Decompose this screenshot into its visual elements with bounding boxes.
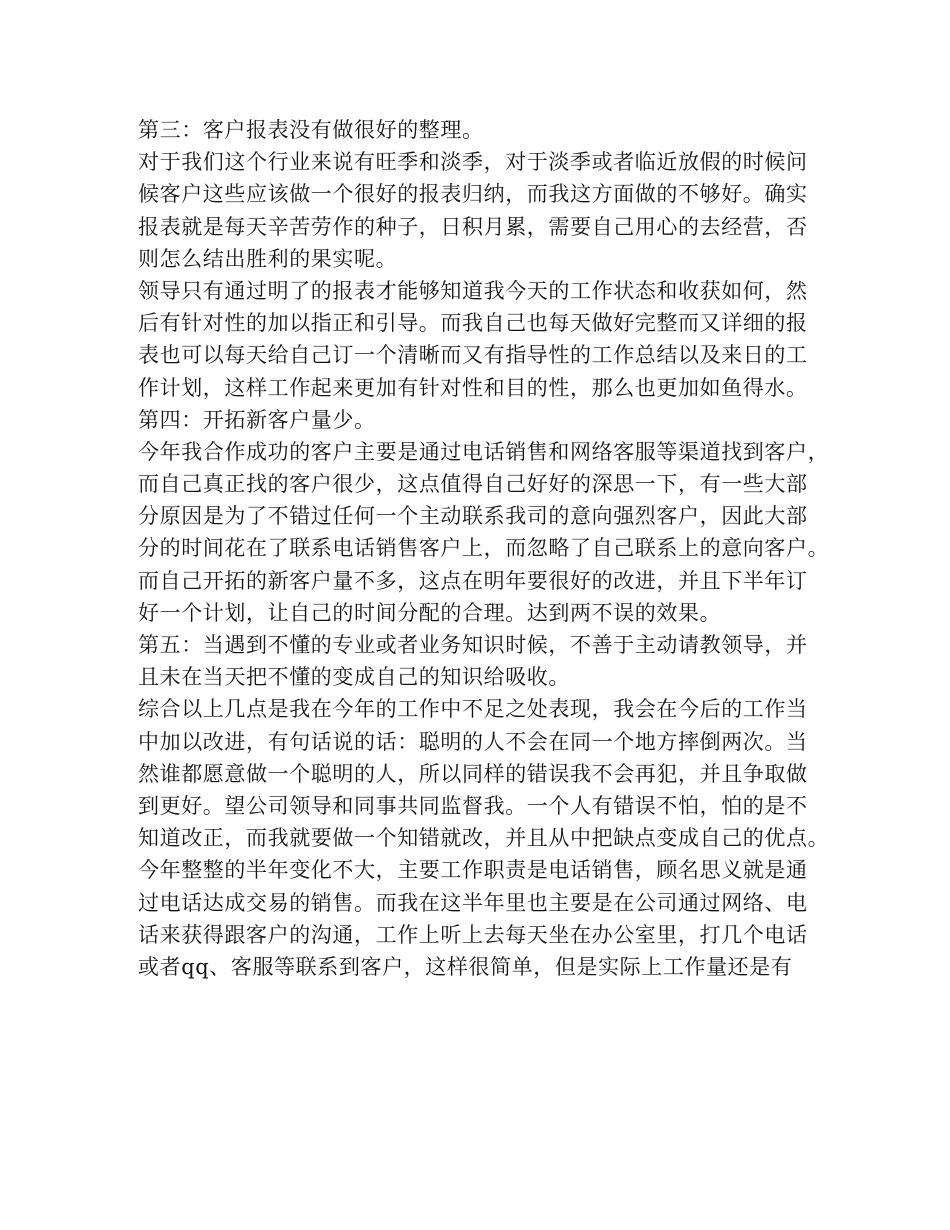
text-line: 综合以上几点是我在今年的工作中不足之处表现，我会在今后的工作当 xyxy=(138,697,808,722)
text-line: 或者qq、客服等联系到客户，这样很简单，但是实际上工作量还是有 xyxy=(138,954,793,979)
text-line: 知道改正，而我就要做一个知错就改，并且从中把缺点变成自己的优点。 xyxy=(138,826,830,851)
text-line: 后有针对性的加以指正和引导。而我自己也每天做好完整而又详细的报 xyxy=(138,311,808,336)
text-line: 候客户这些应该做一个很好的报表归纳，而我这方面做的不够好。确实 xyxy=(138,182,808,207)
text-line: 则怎么结出胜利的果实呢。 xyxy=(138,246,398,271)
text-line: 话来获得跟客户的沟通，工作上听上去每天坐在办公室里，打几个电话 xyxy=(138,922,808,947)
text-line: 而自己开拓的新客户量不多，这点在明年要很好的改进，并且下半年订 xyxy=(138,568,808,593)
text-line: 分原因是为了不错过任何一个主动联系我司的意向强烈客户，因此大部 xyxy=(138,504,808,529)
text-line: 到更好。望公司领导和同事共同监督我。一个人有错误不怕，怕的是不 xyxy=(138,793,808,818)
text-line: 今年我合作成功的客户主要是通过电话销售和网络客服等渠道找到客户， xyxy=(138,439,830,464)
text-line: 过电话达成交易的销售。而我在这半年里也主要是在公司通过网络、电 xyxy=(138,890,808,915)
document-body xyxy=(138,114,828,983)
text-line: 且未在当天把不懂的变成自己的知识给吸收。 xyxy=(138,665,570,690)
text-line: 今年整整的半年变化不大，主要工作职责是电话销售，顾名思义就是通 xyxy=(138,858,808,883)
text-line: 第五：当遇到不懂的专业或者业务知识时候，不善于主动请教领导，并 xyxy=(138,633,808,657)
text-line: 第三：客户报表没有做很好的整理。 xyxy=(138,118,484,142)
text-line: 表也可以每天给自己订一个清晰而又有指导性的工作总结以及来日的工 xyxy=(138,343,808,368)
text-line: 好一个计划，让自己的时间分配的合理。达到两不误的效果。 xyxy=(138,600,722,625)
text-line: 报表就是每天辛苦劳作的种子，日积月累，需要自己用心的去经营，否 xyxy=(138,214,808,239)
text-line: 而自己真正找的客户很少，这点值得自己好好的深思一下，有一些大部 xyxy=(138,472,808,497)
text-line: 分的时间花在了联系电话销售客户上，而忽略了自己联系上的意向客户。 xyxy=(138,536,830,561)
text-line: 第四：开拓新客户量少。 xyxy=(138,407,376,432)
text-line: 作计划，这样工作起来更加有针对性和目的性，那么也更加如鱼得水。 xyxy=(138,375,808,400)
text-line: 对于我们这个行业来说有旺季和淡季，对于淡季或者临近放假的时候问 xyxy=(138,150,808,175)
text-line: 领导只有通过明了的报表才能够知道我今天的工作状态和收获如何，然 xyxy=(138,278,808,303)
text-line: 中加以改进，有句话说的话：聪明的人不会在同一个地方摔倒两次。当 xyxy=(138,729,808,754)
text-line: 然谁都愿意做一个聪明的人，所以同样的错误我不会再犯，并且争取做 xyxy=(138,761,808,786)
